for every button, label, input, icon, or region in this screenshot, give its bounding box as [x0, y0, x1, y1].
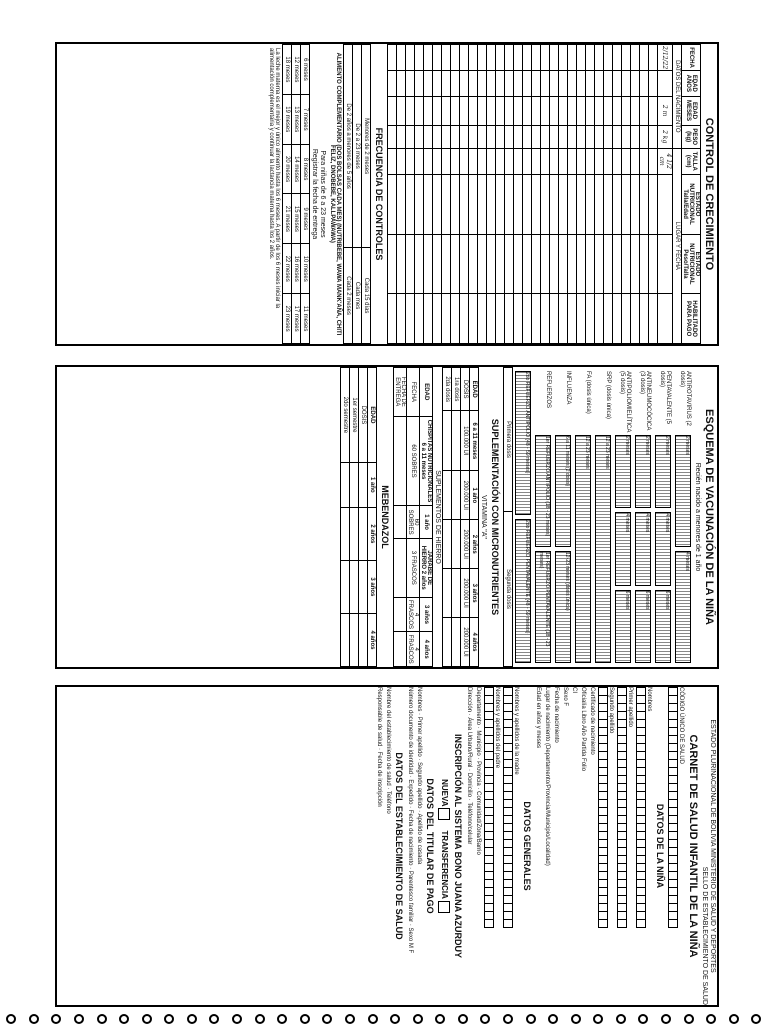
iron-table: EDAD CHISPITAS NUTRICIONALES 6 a 11 meses 1 año JARABE DE HIERRO 2 años 3 años 4 años FECHA 60 SOBRES 60 SOBRES 3 FRASCOS 4 FRASCOS 4 FRASCOS FECHA DE ENTREGA — [393, 367, 433, 667]
vaccine-row — [633, 367, 653, 667]
codigo-label: CÓDIGO ÚNICO DE SALUD — [678, 687, 684, 765]
table-row — [433, 45, 442, 344]
vaccine-row — [653, 367, 673, 667]
table-row: FECHA DE ENTREGA — [394, 368, 407, 667]
vaccine-cell[interactable]: 2do REFUERZO ANTIPOLIO (48 - 59 meses) — [515, 371, 531, 515]
est-row2: Responsable de salud · Fecha de inscripción — [376, 687, 382, 807]
hole-icon — [458, 1014, 468, 1024]
vaccine-cell[interactable]: 4 meses — [675, 551, 691, 663]
table-row — [640, 45, 649, 344]
vaccine-panel — [55, 365, 719, 669]
table-row — [604, 45, 613, 344]
vaccine-name: ANTIPOLIOMIELÍTICA (5 dosis) — [619, 371, 631, 433]
table-row: DOSIS 100.000 UI 200.000 UI 200.000 UI 200.000 UI 200.000 UI — [461, 368, 470, 667]
transferencia-option[interactable]: TRANSFERENCIA — [438, 830, 450, 912]
hole-icon — [322, 1014, 332, 1024]
col-habilitado: HABILITADO PARA PAGO — [682, 294, 701, 344]
vitamin-a-table: EDAD 6 a 11 meses 1 año 2 años 3 años 4 años DOSIS 100.000 UI 200.000 UI 200.000 UI 200.000 UI 200.000 UI 1ra dosis 2da dosis — [442, 367, 479, 667]
table-row — [388, 45, 397, 344]
hole-icon — [29, 1014, 39, 1024]
vaccine-name: REFUERZOS — [545, 371, 551, 409]
table-row — [559, 45, 568, 344]
table-row — [424, 45, 433, 344]
freq-table: Menores de 2 meses Cada 15 días De 2 a 23 meses Cada mes De 2 años a menores de 5 años Cada 2 meses — [343, 44, 371, 344]
hole-icon — [413, 1014, 423, 1024]
table-row — [586, 45, 595, 344]
vaccine-rows — [513, 367, 693, 667]
hole-icon — [729, 1014, 739, 1024]
char-box[interactable] — [503, 919, 513, 928]
table-row: 2do semestre — [341, 368, 350, 667]
table-row — [631, 45, 640, 344]
vita-title: VITAMINA "A" — [480, 495, 487, 539]
table-row — [415, 45, 424, 344]
dir-row: Dirección · Área Urbano/Rural · Domicilio · Teléfono/celular — [466, 687, 472, 845]
vaccine-name: SRP (dosis única) — [605, 371, 611, 419]
nueva-option[interactable]: NUEVA — [438, 779, 450, 820]
vaccine-cell[interactable]: 12 a 23 meses — [575, 435, 591, 663]
section-generales: DATOS GENERALES — [522, 801, 532, 891]
section-establecimiento: DATOS DEL ESTABLECIMIENTO DE SALUD — [394, 752, 404, 940]
table-row: 2/12/22 2 m 2 kg 4 1/2 cm — [658, 45, 673, 344]
vaccine-cell[interactable]: 2do REFUERZO PENTAVALENTE (48 - 59 meses) — [515, 519, 531, 663]
bono-options — [438, 687, 450, 1005]
table-row: FECHA 60 SOBRES 60 SOBRES 3 FRASCOS 4 FRASCOS 4 FRASCOS — [407, 368, 420, 667]
codigo-boxes[interactable] — [668, 687, 678, 1005]
ap1-label: Primer apellido — [627, 687, 633, 728]
table-row — [478, 45, 487, 344]
table-row: 1er semestre — [350, 368, 359, 667]
vaccine-row — [533, 367, 553, 667]
table-row — [613, 45, 622, 344]
carnet-panel — [55, 685, 719, 1007]
months-table: 6 meses 7 meses 8 meses 9 meses 10 meses 11 meses 12 meses 13 meses 14 meses 15 meses 16 meses 17 meses 18 meses 19 meses 20 meses 21 meses 22 meses 23 meses — [282, 44, 310, 344]
hole-icon — [593, 1014, 603, 1024]
char-box[interactable] — [598, 919, 608, 928]
hole-icon — [6, 1014, 16, 1024]
table-row — [397, 45, 406, 344]
ci-label: CI — [571, 687, 577, 693]
table-row — [487, 45, 496, 344]
table-row — [496, 45, 505, 344]
hole-icon — [638, 1014, 648, 1024]
hole-icon — [480, 1014, 490, 1024]
dep-row: Departamento · Municipio · Provincia · Comunidad/Zona/Barrio — [475, 687, 481, 855]
hole-icon — [142, 1014, 152, 1024]
col-peso-talla: ESTADO NUTRICIONAL Peso/Talla — [682, 234, 701, 294]
table-row — [451, 45, 460, 344]
hole-icon — [368, 1014, 378, 1024]
ap2-label: Segundo apellido — [608, 687, 614, 734]
section-titular: DATOS DEL TITULAR DE PAGO — [425, 778, 435, 914]
vaccine-cell[interactable]: 2 meses — [615, 435, 631, 508]
table-row — [406, 45, 415, 344]
hole-icon — [435, 1014, 445, 1024]
cert-label: Certificado de nacimiento — [589, 687, 595, 755]
growth-title: CONTROL DE CRECIMIENTO — [703, 117, 715, 271]
vaccine-row — [513, 367, 533, 667]
seal-text: SELLO DE ESTABLECIMIENTO DE SALUD — [701, 866, 708, 1005]
table-row: 1ra dosis — [452, 368, 461, 667]
table-row: 2da dosis — [443, 368, 452, 667]
hole-icon — [661, 1014, 671, 1024]
freq-title: FRECUENCIA DE CONTROLES — [374, 127, 384, 261]
table-row — [514, 45, 523, 344]
vaccine-cell[interactable]: 6 meses — [635, 590, 651, 663]
vaccine-cell[interactable]: 4 meses — [655, 512, 671, 585]
birth-data-header: DATOS DEL NACIMIENTO — [673, 45, 682, 149]
vaccine-cell[interactable]: 2 meses — [675, 435, 691, 547]
table-row — [532, 45, 541, 344]
hole-icon — [571, 1014, 581, 1024]
vaccine-name: FA (dosis única) — [585, 371, 591, 414]
padre-label: Nombres y apellidos del padre — [494, 687, 500, 769]
vaccine-cell[interactable]: 6 meses — [655, 590, 671, 663]
hole-icon — [164, 1014, 174, 1024]
fnac-label: Fecha de nacimiento — [553, 687, 559, 743]
table-row — [442, 45, 451, 344]
edad-label: Edad en años y meses — [535, 687, 541, 749]
hole-icon — [209, 1014, 219, 1024]
vaccine-cell[interactable]: 12 a 23 meses — [595, 435, 611, 663]
titular-row1: Nombres · Primer apellido · Segundo apellido · Apellido de casada — [416, 687, 422, 865]
vaccine-cell[interactable]: 1er REFUERZO ANTIPOLIO (18 - 23 meses) — [535, 435, 551, 547]
vaccine-cell[interactable]: 2 meses — [635, 435, 651, 508]
table-row — [523, 45, 532, 344]
col-edad-anos: EDAD AÑOS — [682, 71, 701, 96]
hole-icon — [751, 1014, 761, 1024]
table-row: DOSIS — [359, 368, 368, 667]
table-row — [505, 45, 514, 344]
col-talla-edad: ESTADO NUTRICIONAL Talla/Edad — [682, 174, 701, 234]
vaccine-row — [593, 367, 613, 667]
hole-icon — [97, 1014, 107, 1024]
table-row — [622, 45, 631, 344]
hole-icon — [255, 1014, 265, 1024]
char-box[interactable] — [617, 919, 627, 928]
hole-icon — [616, 1014, 626, 1024]
checkbox-icon[interactable] — [438, 808, 450, 820]
table-row — [568, 45, 577, 344]
vaccine-cell[interactable]: 6 meses — [615, 590, 631, 663]
vaccine-row — [573, 367, 593, 667]
col-peso: PESO (kg) — [682, 125, 701, 148]
vaccine-name: ANTIROTAVIRUS (2 dosis) — [679, 371, 691, 426]
table-row — [541, 45, 550, 344]
table-row — [460, 45, 469, 344]
place-date-header: LUGAR Y FECHA — [673, 148, 682, 343]
hole-icon — [119, 1014, 129, 1024]
char-box[interactable] — [484, 919, 494, 928]
carnet-title: CARNET DE SALUD INFANTIL DE LA NIÑA — [687, 734, 699, 958]
mebendazol-table: EDAD 1 año 2 años 3 años 4 años DOSIS 1er semestre 2do semestre — [340, 367, 377, 667]
table-row — [649, 45, 658, 344]
vaccine-row — [553, 367, 573, 667]
table-row — [550, 45, 559, 344]
micro-title: SUPLEMENTACIÓN CON MICRONUTRIENTES — [490, 418, 500, 616]
hole-icon — [684, 1014, 694, 1024]
char-box[interactable] — [636, 919, 646, 928]
checkbox-icon[interactable] — [438, 901, 450, 913]
complement-sub: Para niñas de 6 a 23 meses — [319, 150, 326, 238]
hole-icon — [526, 1014, 536, 1024]
section-bono: INSCRIPCIÓN AL SISTEMA BONO JUANA AZURDUY — [453, 733, 463, 958]
col-fecha: FECHA — [682, 45, 701, 71]
complement-title: ALIMENTO COMPLEMENTARIO (DOS BOLSAS CADA MES) (NUTRIBEBE, WAWA MANK'AÑA, CHITI FELIZ, DNOBEBE, KALLPAWAWA) — [329, 52, 341, 336]
hole-icon — [74, 1014, 84, 1024]
hole-icon — [187, 1014, 197, 1024]
vaccine-row — [613, 367, 633, 667]
growth-table — [387, 44, 701, 344]
char-box[interactable] — [668, 919, 678, 928]
vaccine-title: ESQUEMA DE VACUNACIÓN DE LA NIÑA — [703, 409, 715, 625]
binder-holes — [0, 1014, 768, 1024]
hole-icon — [277, 1014, 287, 1024]
hole-icon — [300, 1014, 310, 1024]
col-talla: TALLA (cm) — [682, 148, 701, 174]
section-nina: DATOS DE LA NIÑA — [655, 803, 665, 889]
vaccine-row — [673, 367, 693, 667]
table-row — [595, 45, 604, 344]
vaccine-cell[interactable]: 2 meses — [655, 435, 671, 508]
org-name: ESTADO PLURINACIONAL DE BOLIVIA MINISTERIO DE SALUD Y DEPORTES — [709, 719, 716, 973]
iron-title: SUPLEMENTOS DE HIERRO — [434, 470, 441, 564]
vaccine-cell[interactable]: 4 meses — [615, 512, 631, 585]
complement-note: Registrar la fecha de entrega — [311, 148, 318, 240]
sexo-label: Sexo F — [562, 687, 568, 707]
hole-icon — [548, 1014, 558, 1024]
hole-icon — [232, 1014, 242, 1024]
vaccine-cell[interactable]: 6 a 11 meses (2 dosis) — [555, 435, 571, 547]
table-row — [469, 45, 478, 344]
col-edad-meses: EDAD MESES — [682, 96, 701, 125]
vaccine-cell[interactable]: 4 meses — [635, 512, 651, 585]
vaccine-name: ANTINEUMOCÓCICA (3 dosis) — [639, 371, 651, 431]
bcg-note: Recién nacido a menores de 1 año — [694, 462, 701, 572]
hole-icon — [503, 1014, 513, 1024]
dose-table: Primera dosis Segunda dosis — [503, 367, 513, 667]
vaccine-cell[interactable]: 1er REFUERZO PENTAVALENTE (18 - 23 meses) — [535, 551, 551, 663]
lugar-label: Lugar de nacimiento (Departamento/Provincia/Municipio/Localidad) — [544, 687, 550, 866]
titular-row2: Número documento de identidad · Expedido · Fecha de nacimiento · Parentesco familiar · Sexo M F — [407, 687, 413, 954]
hole-icon — [706, 1014, 716, 1024]
est-row1: Nombre del establecimiento de salud · Teléfono — [385, 687, 391, 814]
cert-sub: Oficialía Libro Año Partida Folio — [580, 687, 586, 772]
hole-icon — [51, 1014, 61, 1024]
hole-icon — [390, 1014, 400, 1024]
vaccine-name: PENTAVALENTE (5 dosis) — [659, 371, 671, 425]
hole-icon — [345, 1014, 355, 1024]
nombre-label: Nombres — [646, 687, 652, 712]
mebe-title: MEBENDAZOL — [380, 485, 390, 549]
vaccine-cell[interactable]: 12-23 meses (dosis única) — [555, 551, 571, 663]
madre-label: Nombres y apellidos de la madre — [513, 687, 519, 775]
table-row — [577, 45, 586, 344]
growth-empty-rows — [388, 45, 658, 344]
growth-control-panel — [55, 42, 719, 346]
growth-footer: La leche materna es el mejor y único alimento hasta los 6 meses. A partir de los 6 meses iniciar la alimentación complementaria y continuar la lactancia materna hasta los 2 años. — [268, 48, 280, 309]
vaccine-name: INFLUENZA — [565, 371, 571, 405]
